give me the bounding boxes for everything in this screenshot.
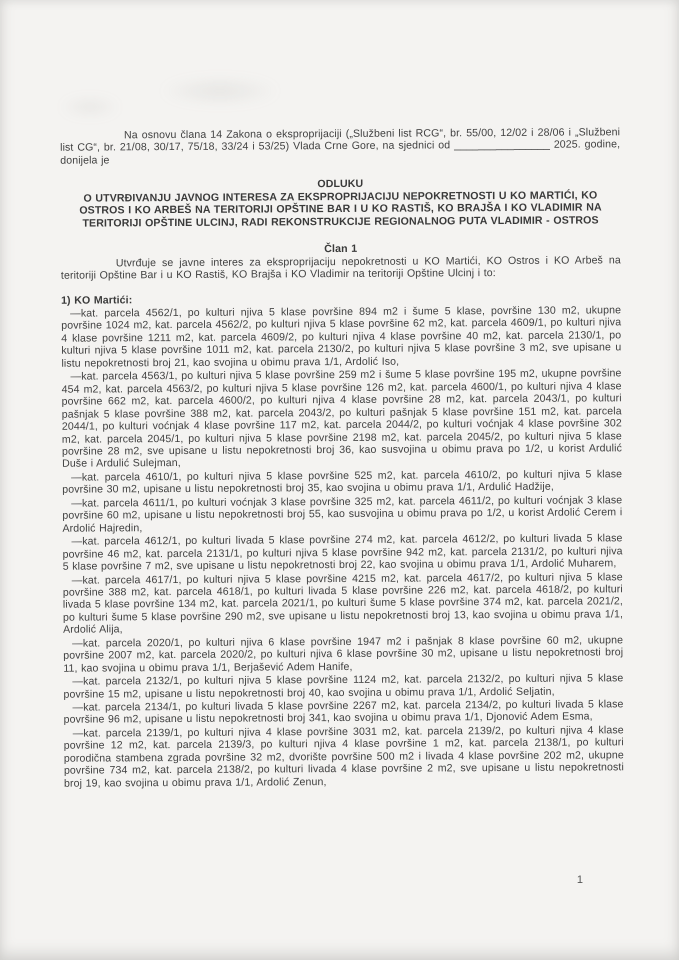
- legal-basis-paragraph: Na osnovu člana 14 Zakona o eksproprijaciji („Službeni list RCG“, br. 55/00, 12/02 i 28/06 i „Službeni list CG“, br. 21/08, 30/17, 75/18, 33/24 i 53/25) Vlada Crne Gore, na sjednici od ________________ 2025. godine, donijela je: [60, 126, 621, 167]
- scan-artifact: [160, 78, 280, 104]
- parcel-item: —kat. parcela 4562/1, po kulturi njiva 5 klase površine 894 m2 i šume 5 klase, površine 130 m2, ukupne površine 1024 m2, kat. parcela 4562/2, po kulturi njiva 5 klase površine 62 m2, kat. parcela 4609/1, po kulturi njiva 4 klase površine 1211 m2, kat. parcela 4609/2, po kulturi njiva 4 klase površine 40 m2, kat. parcela 2130/1, po kulturi njiva 5 klase površine 1011 m2, kat. parcela 2130/2, po kulturi njiva 5 klase površine 3 m2, sve upisane u listu nepokretnosti broj 21, kao svojina u obimu prava 1/1, Ardolić Iso,: [61, 304, 622, 370]
- decision-subtitle: O UTVRĐIVANJU JAVNOG INTERESA ZA EKSPROPRIJACIJU NEPOKRETNOSTI U KO MARTIĆI, KO OSTROS I KO ARBEŠ NA TERITORIJI OPŠTINE BAR I U KO RASTIŠ, KO BRAJŠA I KO VLADIMIR NA TERITORIJI OPŠTINE ULCINJ, RADI REKONSTRUKCIJE REGIONALNOG PUTA VLADIMIR - OSTROS: [79, 189, 602, 230]
- parcel-item: —kat. parcela 4611/1, po kulturi voćnjak 3 klase površine 325 m2, kat. parcela 4611/2, po kulturi voćnjak 3 klase površine 60 m2, upisane u listu nepokretnosti broj 55, kao susvojina u obimu prava po 1/2, u korist Ardolić Cerem i Ardolić Hajredin,: [62, 494, 623, 535]
- parcel-item: —kat. parcela 2020/1, po kulturi njiva 6 klase površine 1947 m2 i pašnjak 8 klase površine 60 m2, ukupne površine 2007 m2, kat. parcela 2020/2, po kulturi njiva 6 klase površine 30 m2, upisane u listu nepokretnosti broj 11, kao svojina u obimu prava 1/1, Berjašević Adem Hanife,: [63, 634, 624, 675]
- parcel-item: —kat. parcela 2132/1, po kulturi njiva 5 klase površine 1124 m2, kat. parcela 2132/2, po kulturi njiva 5 klase površine 15 m2, upisane u listu nepokretnosti broj 40, kao svojina u obimu prava 1/1, Ardolić Seljatin,: [63, 672, 624, 701]
- parcel-item: —kat. parcela 4563/1, po kulturi njiva 5 klase površine 259 m2 i šume 5 klase površine 195 m2, ukupne površine 454 m2, kat. parcela 4563/2, po kulturi njiva 5 klase površine 126 m2, kat. parcela 4600/1, po kulturi njiva 4 klase površine 662 m2, kat. parcela 4600/2, po kulturi njiva 4 klase površine 28 m2, kat. parcela 2043/1, po kulturi pašnjak 5 klase površine 388 m2, kat. parcela 2043/2, po kulturi pašnjak 5 klase površine 151 m2, kat. parcela 2044/1, po kulturi voćnjak 4 klase površine 117 m2, kat. parcela 2044/2, po kulturi voćnjak 4 klase površine 302 m2, kat. parcela 2045/1, po kulturi njiva 5 klase površine 2198 m2, kat. parcela 2045/2, po kulturi njiva 5 klase površine 28 m2, sve upisane u listu nepokretnosti broj 36, kao susvojina u obimu prava po 1/2, u korist Ardulić Duše i Ardulić Sulejman,: [61, 367, 622, 471]
- decision-title: ODLUKU: [317, 178, 364, 191]
- parcel-item: —kat. parcela 2139/1, po kulturi njiva 4 klase površine 3031 m2, kat. parcela 2139/2, po kulturi njiva 4 klase površine 12 m2, kat. parcela 2139/3, po kulturi njiva 4 klase površine 1 m2, kat. parcela 2138/1, po kulturi porodična stambena zgrada površine 32 m2, dvorište površine 500 m2 i livada 4 klase površine 202 m2, ukupne površine 734 m2, kat. parcela 2138/2, po kulturi livada 4 klase površine 2 m2, sve upisane u listu nepokretnosti broj 19, kao svojina u obimu prava 1/1, Ardolić Zenun,: [63, 724, 624, 790]
- parcel-item: —kat. parcela 4612/1, po kulturi livada 5 klase površine 274 m2, kat. parcela 4612/2, po kulturi livada 5 klase površine 46 m2, kat. parcela 2131/1, po kulturi njiva 5 klase površine 942 m2, kat. parcela 2131/2, po kulturi njiva 5 klase površine 7 m2, sve upisane u listu nepokretnosti broj 22, kao svojina u obimu prava 1/1, Ardolić Muharem,: [62, 532, 623, 573]
- parcel-item: —kat. parcela 4610/1, po kulturi njiva 5 klase površine 525 m2, kat. parcela 4610/2, po kulturi njiva 5 klase površine 30 m2, upisane u listu nepokretnosti broj 35, kao svojina u obimu prava 1/1, Ardulić Hadžije,: [62, 468, 623, 497]
- page-number: 1: [576, 874, 583, 886]
- scan-artifact: [60, 98, 120, 116]
- article-intro-paragraph: Utvrđuje se javne interes za eksproprijaciju nepokretnosti u KO Martići, KO Ostros i KO Arbeš na teritoriji Opštine Bar i u KO Rastiš, KO Brajša i KO Vladimir na teritoriji Opštine Ulcinj i to:: [60, 253, 621, 282]
- article-heading: Član 1: [324, 243, 358, 256]
- parcel-item: —kat. parcela 4617/1, po kulturi njiva 5 klase površine 4215 m2, kat. parcela 4617/2, po kulturi njiva 5 klase površine 388 m2, kat. parcela 4618/1, po kulturi livada 5 klase površine 226 m2, kat. parcela 4618/2, po kulturi livada 5 klase površine 134 m2, kat. parcela 2021/1, po kulturi šume 5 klase površine 374 m2, kat. parcela 2021/2, po kulturi šume 5 klase površine 290 m2, sve upisane u listu nepokretnosti broj 13, kao svojina u obimu prava 1/1, Ardolić Alija,: [62, 570, 624, 637]
- document-body: [60, 126, 624, 791]
- section-heading-ko-martici: 1) KO Martići:: [61, 293, 133, 307]
- parcel-item: —kat. parcela 2134/1, po kulturi livada 5 klase površine 2267 m2, kat. parcela 2134/2, po kulturi livada 5 klase površine 96 m2, upisane u listu nepokretnosti broj 341, kao svojina u obimu prava 1/1, Djonović Adem Esma,: [63, 698, 624, 727]
